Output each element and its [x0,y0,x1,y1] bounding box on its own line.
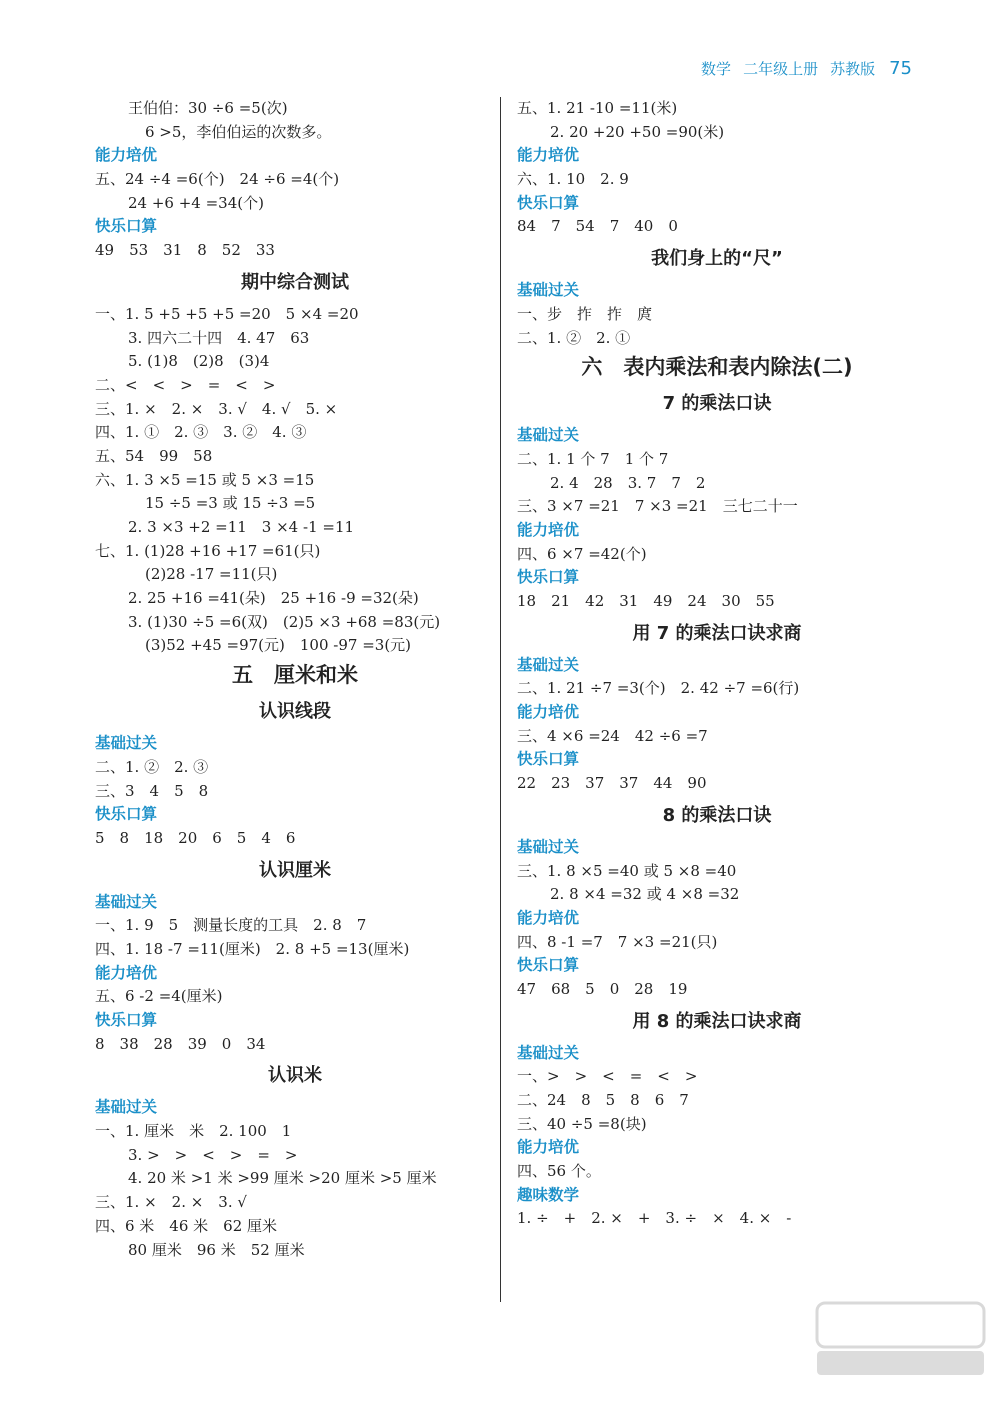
section-label: 能力培优 [517,908,580,927]
section-label: 快乐口算 [95,805,158,824]
section-label: 趣味数学 [517,1185,580,1204]
text-line: 2. 25 +16 =41(朵) 25 +16 -9 =32(朵) [128,589,419,608]
text-line: 84 7 54 7 40 0 [517,217,678,236]
text-line: 2. 20 +20 +50 =90(米) [550,122,725,141]
text-line: 一、> > < = < > [517,1067,698,1086]
watermark-logo [813,1299,988,1379]
text-line: 一、1. 厘米 米 2. 100 1 [95,1122,292,1141]
text-line: 5. (1)8 (2)8 (3)4 [128,352,270,371]
text-line: 24 +6 +4 =34(个) [128,193,264,212]
text-line: 3. (1)30 ÷5 =6(双) (2)5 ×3 +68 =83(元) [128,612,441,631]
section-label: 基础过关 [517,1043,580,1062]
text-line: 二、1. 21 ÷7 =3(个) 2. 42 ÷7 =6(行) [517,679,800,698]
section-label: 基础过关 [95,892,158,911]
page-header [701,58,912,79]
text-line: 五、54 99 58 [95,446,213,465]
text-line: 王伯伯：30 ÷6 =5(次) [128,99,288,117]
section-label: 基础过关 [95,1098,158,1117]
text-line: 三、40 ÷5 =8(块) [517,1114,647,1133]
left-column [95,97,495,1262]
section-label: 基础过关 [517,426,580,445]
section-label: 能力培优 [517,146,580,165]
section-label: 基础过关 [517,837,580,856]
right-column [517,97,917,1231]
text-line: 七、1. (1)28 +16 +17 =61(只) [95,541,321,560]
text-line: 一、1. 5 +5 +5 +5 =20 5 ×4 =20 [95,304,359,323]
lesson-title: 用 8 的乘法口诀求商 [632,1010,802,1032]
header-subject: 数学 [701,60,732,78]
text-line: 三、1. × 2. × 3. √ [95,1193,247,1212]
lesson-title: 认识米 [268,1065,322,1087]
section-label: 基础过关 [95,734,158,753]
text-line: 一、步 拃 拃 庹 [517,304,653,323]
section-label: 基础过关 [517,655,580,674]
text-line: 四、1. ① 2. ③ 3. ② 4. ③ [95,423,307,442]
text-line: 6 >5，李伯伯运的次数多。 [145,122,332,141]
column-divider [500,97,501,1302]
text-line: 六、1. 10 2. 9 [517,170,629,189]
text-line: 22 23 37 37 44 90 [517,774,707,793]
text-line: 五、1. 21 -10 =11(米) [517,99,678,117]
page-number: 75 [889,58,912,79]
section-label: 能力培优 [517,703,580,722]
lesson-title: 认识线段 [259,701,331,723]
text-line: 1. ÷ + 2. × + 3. ÷ × 4. × - [517,1209,792,1228]
text-line: 二、1. ② 2. ① [517,328,631,347]
text-line: 四、1. 18 -7 =11(厘米) 2. 8 +5 =13(厘米) [95,939,410,958]
text-line: (3)52 +45 =97(元) 100 -97 =3(元) [145,636,412,655]
lesson-title: 我们身上的“尺” [651,248,783,270]
section-label: 能力培优 [95,963,158,982]
text-line: 80 厘米 96 米 52 厘米 [128,1240,305,1259]
text-line: 四、6 ×7 =42(个) [517,544,647,563]
text-line: 49 53 31 8 52 33 [95,241,275,260]
text-line: 二、1. ② 2. ③ [95,757,209,776]
chapter-title: 六 表内乘法和表内除法(二) [581,355,853,380]
chapter-title: 五 厘米和米 [232,663,358,688]
lesson-title: 8 的乘法口诀 [662,804,772,826]
text-line: 47 68 5 0 28 19 [517,979,688,998]
text-line: 五、6 -2 =4(厘米) [95,987,223,1006]
text-line: 三、4 ×6 =24 42 ÷6 =7 [517,726,708,745]
section-label: 快乐口算 [517,193,580,212]
header-grade: 二年级上册 [743,60,819,78]
text-line: (2)28 -17 =11(只) [145,565,278,584]
text-line: 2. 3 ×3 +2 =11 3 ×4 -1 =11 [128,518,355,536]
section-label: 快乐口算 [517,956,580,975]
section-label: 能力培优 [517,1138,580,1157]
text-line: 六、1. 3 ×5 =15 或 5 ×3 =15 [95,470,315,489]
text-line: 3. > > < > = > [128,1145,298,1164]
text-line: 一、1. 9 5 测量长度的工具 2. 8 7 [95,916,367,935]
text-line: 4. 20 米 >1 米 >99 厘米 >20 厘米 >5 厘米 [128,1169,437,1188]
lesson-title: 期中综合测试 [241,271,349,293]
text-line: 18 21 42 31 49 24 30 55 [517,592,775,610]
text-line: 三、1. × 2. × 3. √ 4. √ 5. × [95,399,338,418]
text-line: 三、1. 8 ×5 =40 或 5 ×8 =40 [517,861,737,880]
text-line: 二、1. 1 个 7 1 个 7 [517,449,669,468]
text-line: 三、3 4 5 8 [95,781,209,800]
section-label: 快乐口算 [517,750,580,769]
lesson-title: 用 7 的乘法口诀求商 [632,622,802,644]
text-line: 四、8 -1 =7 7 ×3 =21(只) [517,932,718,951]
text-line: 四、6 米 46 米 62 厘米 [95,1216,278,1235]
lesson-title: 7 的乘法口诀 [662,393,772,415]
text-line: 5 8 18 20 6 5 4 6 [95,828,296,847]
section-label: 能力培优 [517,520,580,539]
section-label: 能力培优 [95,146,158,165]
lesson-title: 认识厘米 [259,859,331,881]
text-line: 15 ÷5 =3 或 15 ÷3 =5 [145,494,316,513]
text-line: 8 38 28 39 0 34 [95,1034,266,1053]
section-label: 快乐口算 [95,217,158,236]
text-line: 2. 4 28 3. 7 7 2 [550,473,706,492]
text-line: 五、24 ÷4 =6(个) 24 ÷6 =4(个) [95,170,340,189]
section-label: 基础过关 [517,281,580,300]
text-line: 2. 8 ×4 =32 或 4 ×8 =32 [550,885,740,904]
text-line: 四、56 个。 [517,1162,601,1181]
header-edition: 苏教版 [830,60,876,78]
text-line: 3. 四六二十四 4. 47 63 [128,328,310,347]
section-label: 快乐口算 [95,1011,158,1029]
text-line: 二、< < > = < > [95,375,276,394]
text-line: 二、24 8 5 8 6 7 [517,1091,689,1109]
section-label: 快乐口算 [517,568,580,587]
text-line: 三、3 ×7 =21 7 ×3 =21 三七二十一 [517,497,798,516]
